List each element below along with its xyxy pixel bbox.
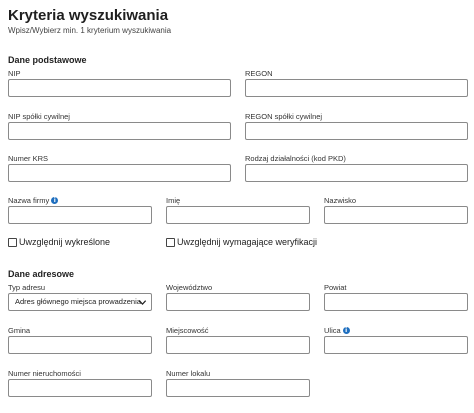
wojewodztwo-label: Województwo <box>166 283 213 292</box>
section-heading-basic: Dane podstawowe <box>8 55 87 65</box>
imie-input[interactable] <box>166 206 310 224</box>
imie-label: Imię <box>166 196 181 205</box>
ulica-label-text: Ulica <box>324 326 341 335</box>
info-icon[interactable]: i <box>343 327 350 334</box>
powiat-input[interactable] <box>324 293 468 311</box>
nip-spolki-input[interactable] <box>8 122 231 140</box>
page-subtitle: Wpisz/Wybierz min. 1 kryterium wyszukiwania <box>8 26 172 35</box>
nazwa-firmy-label <box>8 196 58 205</box>
wykreslone-checkbox[interactable] <box>8 238 17 247</box>
krs-label: Numer KRS <box>8 154 49 163</box>
nip-spolki-label: NIP spółki cywilnej <box>8 112 70 121</box>
gmina-input[interactable] <box>8 336 152 354</box>
chevron-down-icon <box>138 298 147 307</box>
nazwisko-label: Nazwisko <box>324 196 357 205</box>
page-title: Kryteria wyszukiwania <box>8 7 169 24</box>
typ-adresu-selected-value: Adres głównego miejsca prowadzenia <box>15 297 141 306</box>
pkd-label: Rodzaj działalności (kod PKD) <box>245 154 346 163</box>
gmina-label: Gmina <box>8 326 31 335</box>
pkd-input[interactable] <box>245 164 468 182</box>
krs-input[interactable] <box>8 164 231 182</box>
powiat-label: Powiat <box>324 283 347 292</box>
numer-nieruchomosci-label: Numer nieruchomości <box>8 369 81 378</box>
regon-spolki-input[interactable] <box>245 122 468 140</box>
weryfikacji-checkbox[interactable] <box>166 238 175 247</box>
numer-lokalu-input[interactable] <box>166 379 310 397</box>
weryfikacji-checkbox-label[interactable]: Uwzględnij wymagające weryfikacji <box>177 237 318 247</box>
miejscowosc-input[interactable] <box>166 336 310 354</box>
numer-lokalu-label: Numer lokalu <box>166 369 211 378</box>
section-heading-address: Dane adresowe <box>8 269 75 279</box>
numer-nieruchomosci-input[interactable] <box>8 379 152 397</box>
nazwa-firmy-input[interactable] <box>8 206 152 224</box>
wykreslone-checkbox-label[interactable]: Uwzględnij wykreślone <box>19 237 111 247</box>
typ-adresu-label: Typ adresu <box>8 283 46 292</box>
nazwa-firmy-label-text: Nazwa firmy <box>8 196 50 205</box>
info-icon[interactable]: i <box>51 197 58 204</box>
wojewodztwo-input[interactable] <box>166 293 310 311</box>
nazwisko-input[interactable] <box>324 206 468 224</box>
nip-label: NIP <box>8 69 21 78</box>
regon-label: REGON <box>245 69 273 78</box>
nip-input[interactable] <box>8 79 231 97</box>
regon-spolki-label: REGON spółki cywilnej <box>245 112 323 121</box>
regon-input[interactable] <box>245 79 468 97</box>
ulica-input[interactable] <box>324 336 468 354</box>
ulica-label <box>324 326 350 335</box>
miejscowosc-label: Miejscowość <box>166 326 209 335</box>
typ-adresu-select[interactable] <box>8 293 152 311</box>
